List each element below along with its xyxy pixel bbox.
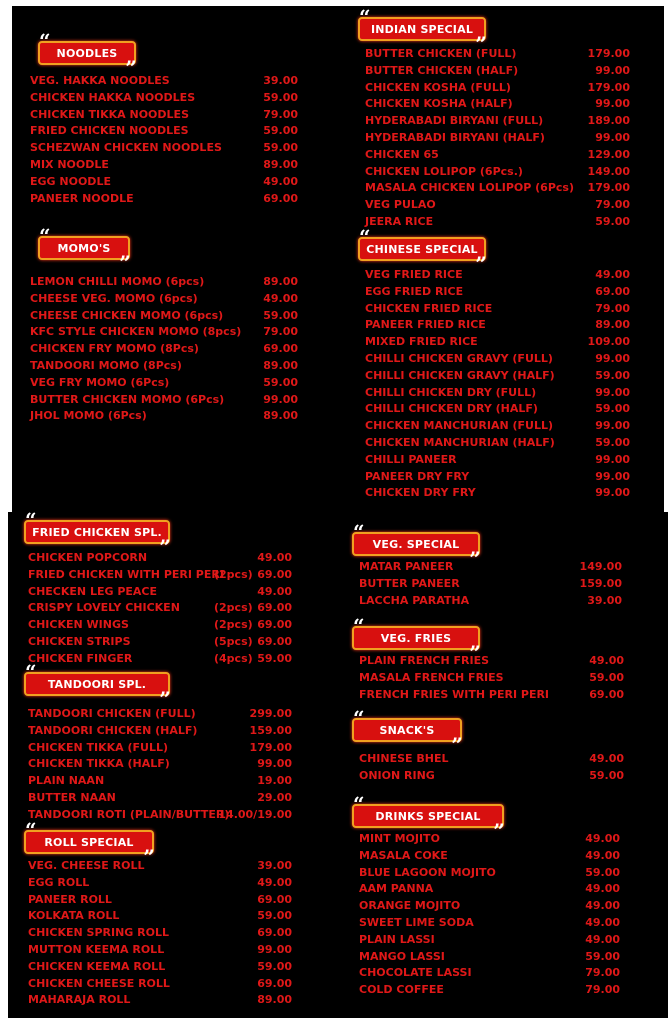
menu-item-price: 49.00 — [585, 832, 620, 845]
menu-item-name: HYDERABADI BIRYANI (HALF) — [365, 130, 545, 144]
menu-item — [30, 308, 298, 325]
menu-item — [365, 63, 630, 80]
menu-item-price: 69.00 — [595, 284, 630, 298]
menu-item — [30, 107, 298, 124]
menu-item-price: 99.00 — [595, 419, 630, 433]
menu-item-name: FRENCH FRIES WITH PERI PERI — [359, 687, 550, 701]
menu-item — [365, 96, 630, 113]
menu-item-name: CHILLI PANEER — [365, 452, 457, 466]
section-header-chinese-special: “ CHINESE SPECIAL ” — [358, 237, 486, 261]
menu-item-name: PLAIN NAAN — [28, 774, 105, 788]
menu-item-name: BLUE LAGOON MOJITO — [359, 865, 496, 879]
menu-item-price: 69.00 — [257, 601, 292, 615]
menu-item-name: TANDOORI ROTI (PLAIN/BUTTER) — [28, 807, 230, 821]
menu-item-name: COLD COFFEE — [359, 983, 444, 997]
menu-item-price: 49.00 — [585, 882, 620, 896]
menu-item-name: CHEESE VEG. MOMO (6pcs) — [30, 291, 198, 305]
menu-item-price: 179.00 — [587, 80, 630, 94]
menu-item — [30, 174, 298, 191]
menu-item-price: 69.00 — [257, 976, 292, 990]
menu-item — [359, 898, 620, 915]
menu-item — [359, 965, 620, 982]
menu-item-name: BUTTER CHICKEN (HALF) — [365, 63, 519, 77]
menu-item-name: CHILLI CHICKEN DRY (HALF) — [365, 402, 538, 416]
section-list-roll-special — [28, 858, 292, 1009]
section-header-roll-special: “ ROLL SPECIAL ” — [24, 830, 154, 854]
menu-item-name: BUTTER PANEER — [359, 576, 460, 590]
section-header-momos: “ MOMO'S ” — [38, 236, 130, 260]
menu-item-name: BUTTER CHICKEN MOMO (6Pcs) — [30, 392, 225, 406]
menu-item-price: 69.00 — [263, 191, 298, 205]
menu-item — [30, 408, 298, 425]
menu-item — [28, 908, 292, 925]
menu-item-name: BUTTER CHICKEN (FULL) — [365, 47, 517, 60]
menu-item-name: CHINESE BHEL — [359, 752, 449, 765]
menu-item-price: 49.00 — [585, 932, 620, 946]
menu-item-price: 59.00 — [595, 368, 630, 382]
menu-item-price: 89.00 — [263, 409, 298, 423]
menu-item — [359, 653, 624, 670]
menu-item-name: CHILLI CHICKEN GRAVY (HALF) — [365, 368, 555, 382]
menu-item-price: 99.00 — [595, 486, 630, 500]
menu-item-price: 59.00 — [589, 670, 624, 684]
menu-item-name: CHOCOLATE LASSI — [359, 966, 472, 980]
menu-item-name: AAM PANNA — [359, 882, 434, 896]
menu-item-price: 49.00 — [589, 654, 624, 667]
menu-item-qty: (2pcs) — [214, 618, 253, 632]
menu-item — [359, 670, 624, 687]
menu-item — [359, 576, 622, 593]
menu-item-name: PLAIN LASSI — [359, 932, 435, 946]
menu-item — [359, 881, 620, 898]
menu-item-name: MASALA COKE — [359, 848, 448, 862]
section-header-drinks-special: “ DRINKS SPECIAL ” — [352, 804, 504, 828]
menu-item — [365, 214, 630, 231]
menu-item-price: 99.00 — [595, 130, 630, 144]
section-list-tandoori — [28, 706, 292, 824]
menu-item-name: KFC STYLE CHICKEN MOMO (8pcs) — [30, 325, 242, 339]
menu-item-name: CHICKEN CHEESE ROLL — [28, 976, 170, 990]
menu-item-name: CHICKEN FINGER — [28, 651, 133, 665]
menu-item-price: 179.00 — [249, 740, 292, 754]
menu-item — [365, 452, 630, 469]
menu-item — [28, 807, 292, 824]
menu-item-price: 69.00 — [263, 342, 298, 356]
menu-item-price: 159.00 — [579, 576, 622, 590]
menu-item-price: 99.00 — [595, 385, 630, 399]
menu-item-price: 59.00 — [263, 308, 298, 322]
menu-item-price: 49.00 — [257, 875, 292, 889]
menu-item-name: PANEER NOODLE — [30, 191, 134, 205]
menu-item-name: JHOL MOMO (6Pcs) — [30, 409, 147, 423]
menu-item — [365, 435, 630, 452]
menu-item-price: 59.00 — [263, 90, 298, 104]
menu-item — [28, 976, 292, 993]
section-list-veg-fries — [359, 653, 624, 703]
menu-item — [365, 46, 630, 63]
menu-item — [28, 723, 292, 740]
menu-item-price: 49.00 — [595, 268, 630, 281]
menu-item — [359, 949, 620, 966]
menu-item-name: TANDOORI CHICKEN (FULL) — [28, 707, 196, 720]
menu-item-name: SWEET LIME SODA — [359, 915, 474, 929]
menu-item — [365, 385, 630, 402]
menu-item-price: 59.00 — [257, 959, 292, 973]
menu-item — [359, 848, 620, 865]
menu-item — [365, 130, 630, 147]
section-header-veg-fries: “ VEG. FRIES ” — [352, 626, 480, 650]
menu-item-price: 79.00 — [263, 107, 298, 121]
menu-item — [365, 80, 630, 97]
section-list-veg-special — [359, 559, 622, 609]
menu-item-price: 59.00 — [257, 909, 292, 923]
menu-item — [365, 267, 630, 284]
menu-item-name: CHICKEN KOSHA (HALF) — [365, 97, 513, 111]
menu-item-qty: (2pcs) — [214, 601, 253, 615]
menu-item-name: EGG FRIED RICE — [365, 284, 464, 298]
menu-item-name: CHICKEN TIKKA (FULL) — [28, 740, 169, 754]
menu-item — [30, 341, 298, 358]
menu-item-price: 149.00 — [579, 560, 622, 573]
menu-item-name: MIXED FRIED RICE — [365, 335, 478, 349]
menu-item-price: 59.00 — [595, 435, 630, 449]
menu-item-price: 99.00 — [257, 757, 292, 771]
menu-item-price: 69.00 — [589, 687, 624, 701]
menu-item-name: MAHARAJA ROLL — [28, 993, 131, 1007]
menu-item-name: ONION RING — [359, 768, 435, 782]
menu-item-name: CHICKEN STRIPS — [28, 634, 131, 648]
menu-item-name: CHILLI CHICKEN DRY (FULL) — [365, 385, 537, 399]
menu-item — [28, 740, 292, 757]
section-list-noodles — [30, 73, 298, 207]
menu-item-name: VEG. CHEESE ROLL — [28, 859, 145, 872]
menu-item-price: 59.00 — [257, 651, 292, 665]
menu-item-price: 69.00 — [257, 892, 292, 906]
menu-item-price: 39.00 — [257, 859, 292, 872]
menu-item-price: 59.00 — [585, 949, 620, 963]
menu-item-name: CHICKEN LOLIPOP (6Pcs.) — [365, 164, 523, 178]
menu-item — [365, 301, 630, 318]
menu-item — [359, 559, 622, 576]
menu-item-name: MASALA CHICKEN LOLIPOP (6Pcs) — [365, 181, 574, 195]
menu-item-name: SCHEZWAN CHICKEN NOODLES — [30, 141, 222, 155]
menu-item — [30, 324, 298, 341]
menu-item — [30, 191, 298, 208]
menu-item-name: MANGO LASSI — [359, 949, 445, 963]
menu-item-name: LEMON CHILLI MOMO (6pcs) — [30, 275, 205, 288]
section-header-indian-special: “ INDIAN SPECIAL ” — [358, 17, 486, 41]
menu-item-name: PANEER DRY FRY — [365, 469, 470, 483]
menu-item-price: 149.00 — [587, 164, 630, 178]
menu-item — [28, 550, 292, 567]
menu-item — [365, 469, 630, 486]
menu-item-name: CHICKEN DRY FRY — [365, 486, 476, 500]
menu-item-price: 49.00 — [589, 752, 624, 765]
menu-item-name: CRISPY LOVELY CHICKEN — [28, 601, 180, 615]
menu-item-price: 69.00 — [257, 618, 292, 632]
menu-item — [365, 351, 630, 368]
menu-item-name: HYDERABADI BIRYANI (FULL) — [365, 114, 544, 128]
menu-item — [365, 368, 630, 385]
section-list-fried-chicken — [28, 550, 292, 668]
menu-item-name: CHILLI CHICKEN GRAVY (FULL) — [365, 351, 553, 365]
menu-item-price: 49.00 — [585, 848, 620, 862]
menu-item — [30, 291, 298, 308]
menu-item — [28, 600, 292, 617]
menu-item-qty: (2pcs) — [214, 567, 253, 581]
section-header-tandoori: “ TANDOORI SPL. ” — [24, 672, 170, 696]
menu-item-name: FRIED CHICKEN NOODLES — [30, 124, 189, 138]
menu-item-price: 79.00 — [595, 198, 630, 212]
menu-item-price: 79.00 — [263, 325, 298, 339]
menu-item — [359, 751, 624, 768]
menu-item-price: 49.00 — [263, 174, 298, 188]
menu-item-price: 59.00 — [585, 865, 620, 879]
menu-item-price: 59.00 — [595, 402, 630, 416]
menu-item-price: 49.00 — [585, 899, 620, 913]
menu-item-name: ORANGE MOJITO — [359, 899, 461, 913]
menu-item-price: 89.00 — [257, 993, 292, 1007]
menu-item-price: 39.00 — [263, 74, 298, 87]
menu-item-name: CHICKEN KEEMA ROLL — [28, 959, 166, 973]
menu-item-name: TANDOORI MOMO (8Pcs) — [30, 358, 182, 372]
menu-item-name: CHEESE CHICKEN MOMO (6pcs) — [30, 308, 224, 322]
section-header-fried-chicken: “ FRIED CHICKEN SPL. ” — [24, 520, 170, 544]
menu-item-price: 79.00 — [585, 983, 620, 997]
menu-item — [359, 831, 620, 848]
menu-item — [30, 274, 298, 291]
menu-item-price: 49.00 — [257, 551, 292, 564]
menu-item-price: 129.00 — [587, 147, 630, 161]
menu-item-price: 99.00 — [595, 63, 630, 77]
menu-item — [28, 567, 292, 584]
menu-item — [359, 865, 620, 882]
menu-item-price: 19.00 — [257, 774, 292, 788]
menu-item-name: CHICKEN POPCORN — [28, 551, 148, 564]
menu-item — [365, 147, 630, 164]
menu-item-qty: (4pcs) — [214, 651, 253, 665]
section-list-chinese-special — [365, 267, 630, 502]
menu-item — [30, 90, 298, 107]
menu-item — [28, 651, 292, 668]
section-header-snacks: “ SNACK'S ” — [352, 718, 462, 742]
menu-item-price: 49.00 — [585, 915, 620, 929]
menu-item-price: 89.00 — [595, 318, 630, 332]
menu-item-price: 89.00 — [263, 275, 298, 288]
menu-item-price: 99.00 — [595, 97, 630, 111]
menu-item-price: 79.00 — [595, 301, 630, 315]
menu-item-price: 299.00 — [249, 707, 292, 720]
menu-item-name: VEG PULAO — [365, 198, 436, 212]
menu-item-price: 99.00 — [595, 452, 630, 466]
menu-item — [30, 392, 298, 409]
menu-item-price: 59.00 — [263, 141, 298, 155]
menu-item — [28, 790, 292, 807]
menu-item-price: 179.00 — [587, 181, 630, 195]
menu-item — [365, 180, 630, 197]
menu-item-price: 29.00 — [257, 790, 292, 804]
menu-item-name: LACCHA PARATHA — [359, 593, 470, 607]
menu-item — [28, 617, 292, 634]
menu-item — [365, 485, 630, 502]
menu-item-price: 99.00 — [595, 351, 630, 365]
menu-item — [359, 768, 624, 785]
menu-item-price: 14.00/19.00 — [218, 807, 292, 821]
menu-item — [28, 992, 292, 1009]
menu-item-name: EGG ROLL — [28, 875, 90, 889]
menu-item-name: CHICKEN MANCHURIAN (FULL) — [365, 419, 554, 433]
menu-item-name: PANEER ROLL — [28, 892, 112, 906]
menu-item-price: 189.00 — [587, 114, 630, 128]
menu-item-name: CHICKEN KOSHA (FULL) — [365, 80, 511, 94]
menu-item — [359, 687, 624, 704]
menu-item-price: 79.00 — [585, 966, 620, 980]
menu-item-name: TANDOORI CHICKEN (HALF) — [28, 723, 198, 737]
menu-item — [359, 915, 620, 932]
menu-item-name: MINT MOJITO — [359, 832, 440, 845]
menu-item — [365, 164, 630, 181]
menu-item — [28, 959, 292, 976]
menu-item-name: PLAIN FRENCH FRIES — [359, 654, 490, 667]
menu-item — [28, 875, 292, 892]
menu-item-name: MASALA FRENCH FRIES — [359, 670, 504, 684]
menu-item-price: 59.00 — [589, 768, 624, 782]
menu-item-price: 109.00 — [587, 335, 630, 349]
menu-item-price: 69.00 — [257, 634, 292, 648]
menu-item-price: 159.00 — [249, 723, 292, 737]
section-list-drinks-special — [359, 831, 620, 999]
menu-item — [28, 773, 292, 790]
menu-item-name: KOLKATA ROLL — [28, 909, 120, 923]
menu-item-name: VEG FRIED RICE — [365, 268, 463, 281]
menu-item — [365, 197, 630, 214]
menu-item-name: CHICKEN FRIED RICE — [365, 301, 493, 315]
section-list-momos — [30, 274, 298, 425]
menu-item-price: 89.00 — [263, 358, 298, 372]
menu-item-name: CHICKEN SPRING ROLL — [28, 926, 169, 940]
menu-item — [365, 418, 630, 435]
menu-item — [28, 892, 292, 909]
menu-item-name: CHICKEN WINGS — [28, 618, 129, 632]
menu-item-price: 59.00 — [595, 214, 630, 228]
menu-item — [28, 858, 292, 875]
menu-item-name: CHICKEN FRY MOMO (8Pcs) — [30, 342, 199, 356]
section-list-indian-special — [365, 46, 630, 231]
menu-item-name: CHICKEN MANCHURIAN (HALF) — [365, 435, 555, 449]
menu-item-price: 39.00 — [587, 593, 622, 607]
menu-item-name: MIX NOODLE — [30, 157, 109, 171]
menu-item — [28, 756, 292, 773]
menu-item-price: 99.00 — [595, 469, 630, 483]
menu-item — [365, 401, 630, 418]
section-header-veg-special: “ VEG. SPECIAL ” — [352, 532, 480, 556]
menu-item-name: PANEER FRIED RICE — [365, 318, 486, 332]
menu-item-name: MUTTON KEEMA ROLL — [28, 942, 165, 956]
menu-item-price: 69.00 — [257, 926, 292, 940]
menu-item-name: FRIED CHICKEN WITH PERI PERI — [28, 567, 224, 581]
menu-item — [365, 334, 630, 351]
menu-item — [28, 942, 292, 959]
menu-item — [30, 73, 298, 90]
menu-item — [365, 113, 630, 130]
menu-item-name: CHICKEN TIKKA (HALF) — [28, 757, 170, 771]
menu-item — [365, 284, 630, 301]
menu-item — [30, 358, 298, 375]
menu-item-price: 179.00 — [587, 47, 630, 60]
menu-item-price: 89.00 — [263, 157, 298, 171]
menu-item-price: 49.00 — [263, 291, 298, 305]
menu-item-price: 69.00 — [257, 567, 292, 581]
menu-item — [28, 925, 292, 942]
menu-item-price: 59.00 — [263, 124, 298, 138]
menu-item — [30, 157, 298, 174]
menu-item-price: 49.00 — [257, 584, 292, 598]
menu-item-name: CHICKEN 65 — [365, 147, 439, 161]
menu-item-name: CHICKEN TIKKA NOODLES — [30, 107, 189, 121]
menu-item — [30, 375, 298, 392]
menu-item-name: BUTTER NAAN — [28, 790, 116, 804]
menu-item-name: CHECKEN LEG PEACE — [28, 584, 157, 598]
menu-item — [359, 932, 620, 949]
section-list-snacks — [359, 751, 624, 785]
menu-item-name: VEG. HAKKA NOODLES — [30, 74, 170, 87]
section-header-noodles: “ NOODLES ” — [38, 41, 136, 65]
menu-item — [365, 317, 630, 334]
menu-item-name: EGG NOODLE — [30, 174, 111, 188]
menu-item-price: 99.00 — [257, 942, 292, 956]
menu-item-name: MATAR PANEER — [359, 560, 454, 573]
menu-item — [30, 140, 298, 157]
menu-item-name: CHICKEN HAKKA NOODLES — [30, 90, 196, 104]
menu-item — [359, 593, 622, 610]
menu-item-price: 99.00 — [263, 392, 298, 406]
menu-item-price: 59.00 — [263, 375, 298, 389]
menu-item — [28, 584, 292, 601]
menu-item — [28, 634, 292, 651]
menu-item-name: VEG FRY MOMO (6Pcs) — [30, 375, 170, 389]
menu-item-qty: (5pcs) — [214, 634, 253, 648]
menu-item — [30, 123, 298, 140]
menu-item — [359, 982, 620, 999]
menu-item — [28, 706, 292, 723]
menu-item-name: JEERA RICE — [365, 214, 434, 228]
